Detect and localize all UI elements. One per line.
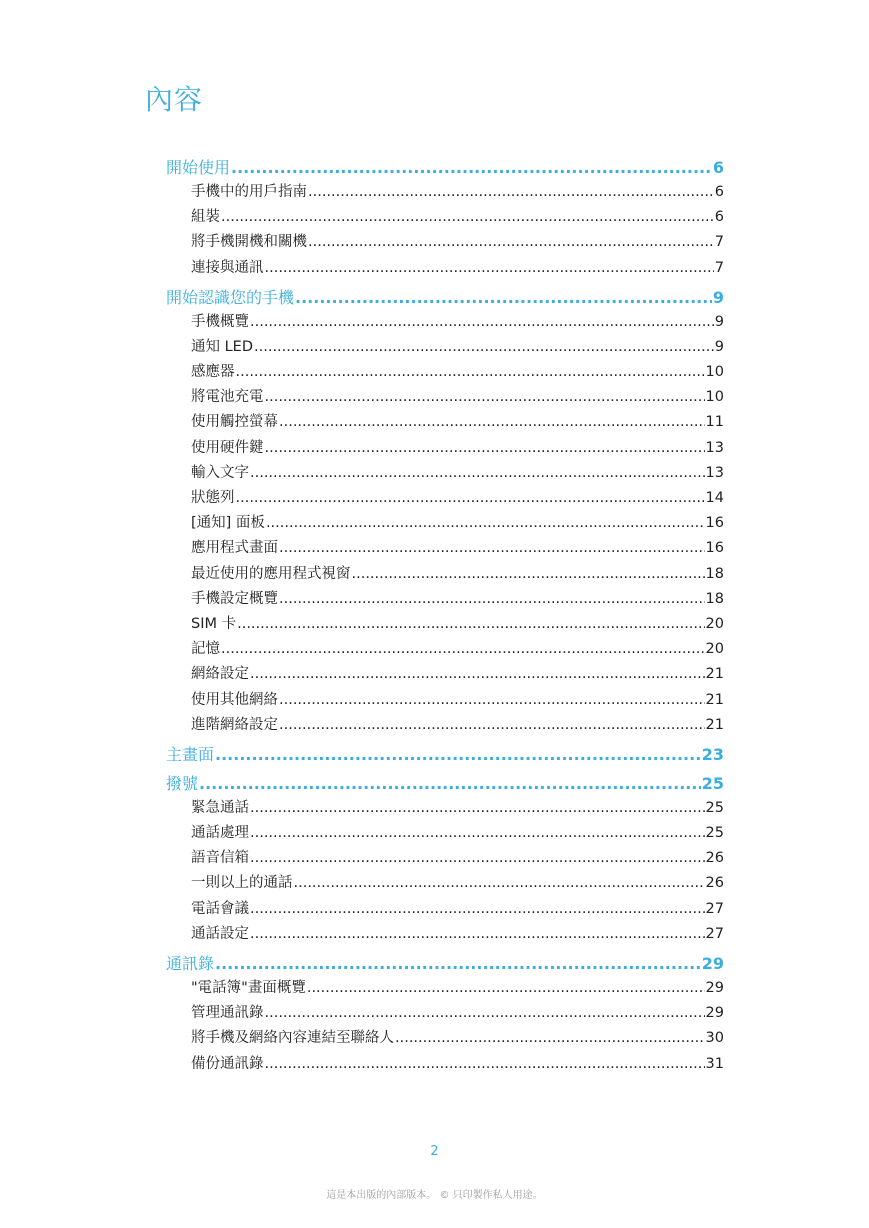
toc-section[interactable] <box>166 742 724 767</box>
toc-entry[interactable] <box>166 976 724 1001</box>
dot-leader <box>307 976 705 1001</box>
toc-entry[interactable] <box>166 922 724 947</box>
dot-leader <box>221 205 714 230</box>
dot-leader <box>265 385 705 410</box>
toc-entry-page: 11 <box>705 414 724 431</box>
dot-leader <box>250 821 705 846</box>
toc-entry-title: SIM 卡 <box>191 615 237 632</box>
toc-entry-title: 記憶 <box>191 641 220 658</box>
toc-entry-page: 21 <box>705 716 724 733</box>
toc-entry-page: 20 <box>705 615 724 632</box>
toc-entry-title: 手機中的用戶指南 <box>191 183 307 200</box>
dot-leader <box>254 335 714 360</box>
toc-entry[interactable] <box>166 360 724 385</box>
toc-section-title: 開始認識您的手機 <box>166 287 295 307</box>
toc-entry-page: 6 <box>714 209 724 226</box>
toc-entry-title: 管理通訊錄 <box>191 1005 264 1022</box>
toc-entry[interactable] <box>166 713 724 738</box>
dot-leader <box>308 230 714 255</box>
toc-entry-title: 感應器 <box>191 364 235 381</box>
toc-entry[interactable] <box>166 897 724 922</box>
toc-entry-title: "電話簿"畫面概覽 <box>191 980 306 997</box>
toc-section-page: 9 <box>712 287 724 307</box>
dot-leader <box>231 155 712 180</box>
toc-section[interactable] <box>166 771 724 796</box>
toc-section-page: 25 <box>701 773 724 793</box>
toc-entry[interactable] <box>166 662 724 687</box>
toc-entry-title: 通話設定 <box>191 925 249 942</box>
toc-entry[interactable] <box>166 511 724 536</box>
dot-leader <box>236 486 705 511</box>
toc-section-page: 23 <box>701 744 724 764</box>
dot-leader <box>295 285 712 310</box>
toc-entry-title: 語音信箱 <box>191 850 249 867</box>
toc-entry-page: 21 <box>705 666 724 683</box>
toc-section-title: 通訊錄 <box>166 954 215 974</box>
dot-leader <box>215 951 701 976</box>
toc-entry[interactable] <box>166 562 724 587</box>
dot-leader <box>250 662 705 687</box>
toc-entry-page: 10 <box>705 364 724 381</box>
dot-leader <box>250 310 714 335</box>
toc-entry[interactable] <box>166 1052 724 1077</box>
dot-leader <box>236 360 705 385</box>
dot-leader <box>279 713 705 738</box>
toc-entry-title: 最近使用的應用程式視窗 <box>191 565 351 582</box>
toc-entry-page: 27 <box>705 900 724 917</box>
toc-entry-page: 13 <box>705 464 724 481</box>
toc-entry-title: 將手機開機和關機 <box>191 234 307 251</box>
dot-leader <box>215 742 701 767</box>
toc-entry[interactable] <box>166 205 724 230</box>
dot-leader <box>266 511 705 536</box>
toc-entry-title: 進階網絡設定 <box>191 716 278 733</box>
toc-entry-page: 27 <box>705 925 724 942</box>
toc-entry-page: 16 <box>705 515 724 532</box>
toc-entry-page: 26 <box>705 875 724 892</box>
toc-entry[interactable] <box>166 821 724 846</box>
toc-entry[interactable] <box>166 436 724 461</box>
toc-entry-page: 25 <box>705 799 724 816</box>
toc-entry[interactable] <box>166 385 724 410</box>
toc-entry-page: 29 <box>705 1005 724 1022</box>
toc-entry[interactable] <box>166 461 724 486</box>
toc-entry-page: 16 <box>705 540 724 557</box>
dot-leader <box>237 612 704 637</box>
toc-entry-page: 20 <box>705 641 724 658</box>
toc-entry-title: 緊急通話 <box>191 799 249 816</box>
dot-leader <box>265 1001 705 1026</box>
toc-entry[interactable] <box>166 587 724 612</box>
toc-entry[interactable] <box>166 230 724 255</box>
toc-entry-page: 14 <box>705 490 724 507</box>
toc-entry-title: 網絡設定 <box>191 666 249 683</box>
toc-entry-page: 7 <box>714 259 724 276</box>
toc-entry-page: 31 <box>705 1055 724 1072</box>
toc-entry-page: 10 <box>705 389 724 406</box>
page-number: 2 <box>430 1144 439 1159</box>
toc-section[interactable] <box>166 285 724 310</box>
dot-leader <box>395 1026 705 1051</box>
toc-entry-title: 電話會議 <box>191 900 249 917</box>
toc-section[interactable] <box>166 951 724 976</box>
dot-leader <box>250 846 705 871</box>
dot-leader <box>279 587 705 612</box>
dot-leader <box>250 796 705 821</box>
toc-entry-page: 18 <box>705 590 724 607</box>
toc-entry-title: [通知] 面板 <box>191 515 265 532</box>
toc-entry-page: 26 <box>705 850 724 867</box>
page-title: 內容 <box>145 83 204 116</box>
toc-section-page: 29 <box>701 954 724 974</box>
toc-entry-page: 9 <box>714 338 724 355</box>
toc-entry[interactable] <box>166 688 724 713</box>
dot-leader <box>352 562 705 587</box>
toc-entry[interactable] <box>166 872 724 897</box>
toc-entry[interactable] <box>166 637 724 662</box>
toc-entry-page: 25 <box>705 825 724 842</box>
dot-leader <box>221 637 705 662</box>
toc-entry[interactable] <box>166 180 724 205</box>
dot-leader <box>279 688 705 713</box>
dot-leader <box>199 771 701 796</box>
table-of-contents <box>166 155 724 1077</box>
toc-entry-title: 手機概覽 <box>191 313 249 330</box>
toc-entry-title: 使用觸控螢幕 <box>191 414 278 431</box>
toc-entry[interactable] <box>166 796 724 821</box>
dot-leader <box>250 461 705 486</box>
toc-entry[interactable] <box>166 1001 724 1026</box>
toc-section[interactable] <box>166 155 724 180</box>
dot-leader <box>279 410 705 435</box>
toc-entry-title: 使用硬件鍵 <box>191 439 264 456</box>
toc-entry-title: 手機設定概覽 <box>191 590 278 607</box>
dot-leader <box>308 180 714 205</box>
dot-leader <box>294 871 705 896</box>
toc-entry[interactable] <box>166 411 724 436</box>
toc-entry[interactable] <box>166 256 724 281</box>
toc-entry-title: 一則以上的通話 <box>191 875 293 892</box>
toc-entry-title: 通話處理 <box>191 825 249 842</box>
dot-leader <box>265 436 705 461</box>
toc-entry[interactable] <box>166 846 724 871</box>
toc-entry[interactable] <box>166 335 724 360</box>
toc-section-title: 撥號 <box>166 773 199 793</box>
toc-entry-title: 連接與通訊 <box>191 259 264 276</box>
toc-entry[interactable] <box>166 536 724 561</box>
toc-entry-title: 狀態列 <box>191 490 235 507</box>
toc-entry[interactable] <box>166 486 724 511</box>
toc-entry-page: 30 <box>705 1030 724 1047</box>
dot-leader <box>250 897 705 922</box>
toc-section-title: 開始使用 <box>166 158 231 177</box>
toc-entry-page: 13 <box>705 439 724 456</box>
footer-note: 這是本出版的內部版本。 © 只印製作私人用途。 <box>326 1190 543 1201</box>
dot-leader <box>250 922 705 947</box>
toc-entry-title: 通知 LED <box>191 338 254 355</box>
dot-leader <box>265 1052 705 1077</box>
toc-entry-page: 29 <box>705 980 724 997</box>
toc-entry-page: 7 <box>714 234 724 251</box>
toc-entry-title: 應用程式畫面 <box>191 540 278 557</box>
toc-entry-page: 21 <box>705 691 724 708</box>
toc-entry-title: 備份通訊錄 <box>191 1055 264 1072</box>
toc-entry[interactable] <box>166 612 724 637</box>
toc-entry-title: 使用其他網絡 <box>191 691 278 708</box>
toc-entry-title: 將手機及網絡內容連結至聯絡人 <box>191 1030 394 1047</box>
toc-section-page: 6 <box>712 158 724 177</box>
toc-entry[interactable] <box>166 310 724 335</box>
toc-entry-title: 組裝 <box>191 209 220 226</box>
toc-entry[interactable] <box>166 1026 724 1051</box>
toc-entry-title: 將電池充電 <box>191 389 264 406</box>
toc-entry-title: 輸入文字 <box>191 464 249 481</box>
dot-leader <box>265 256 714 281</box>
dot-leader <box>279 536 705 561</box>
toc-entry-page: 18 <box>705 565 724 582</box>
toc-section-title: 主畫面 <box>166 744 215 764</box>
toc-entry-page: 9 <box>714 313 724 330</box>
toc-entry-page: 6 <box>714 183 724 200</box>
